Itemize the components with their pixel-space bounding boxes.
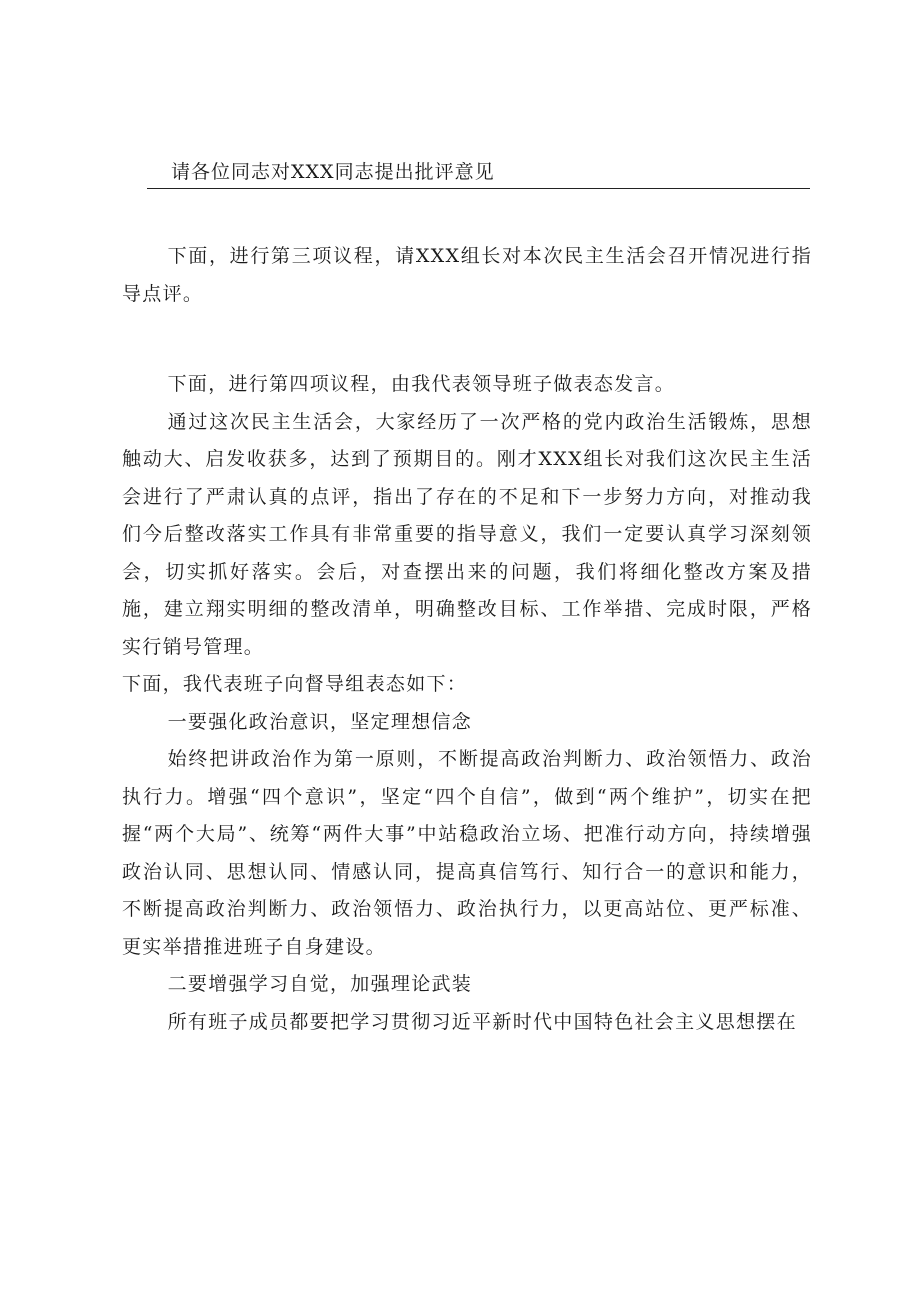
paragraph: 通过这次民主生活会，大家经历了一次严格的党内政治生活锻炼，思想触动大、启发收获多，达到了预期目的。刚才XXX组长对我们这次民主生活会进行了严肃认真的点评，指出了存在的不足和下一步努力方向，对推动我们今后整改落实工作具有非常重要的指导意义，我们一定要认真学习深刻领会，切实抓好落实。会后，对查摆出来的问题，我们将细化整改方案及措施，建立翔实明细的整改清单，明确整改目标、工作举措、完成时限，严格实行销号管理。	[122, 410, 812, 658]
paragraph: 下面，我代表班子向督导组表态如下：	[122, 673, 468, 695]
paragraph: 下面，进行第三项议程，请XXX组长对本次民主生活会召开情况进行指导点评。	[122, 245, 812, 305]
header-line: 请各位同志对XXX同志提出批评意见	[147, 157, 810, 189]
section-heading: 二要增强学习自觉，加强理论武装	[167, 973, 473, 995]
paragraph: 所有班子成员都要把学习贯彻习近平新时代中国特色社会主义思想摆在	[167, 1010, 797, 1033]
agenda-item-3	[122, 238, 812, 313]
agenda-item-4	[122, 366, 812, 1041]
section-heading: 一要强化政治意识，坚定理想信念	[167, 710, 473, 733]
paragraph: 下面，进行第四项议程，由我代表领导班子做表态发言。	[167, 373, 676, 395]
paragraph: 始终把讲政治作为第一原则，不断提高政治判断力、政治领悟力、政治执行力。增强“四个意识”，坚定“四个自信”，做到“两个维护”，切实在把握“两个大局”、统筹“两件大事”中站稳政治立场、把准行动方向，持续增强政治认同、思想认同、情感认同，提高真信笃行、知行合一的意识和能力，不断提高政治判断力、政治领悟力、政治执行力，以更高站位、更严标准、更实举措推进班子自身建设。	[122, 748, 812, 958]
